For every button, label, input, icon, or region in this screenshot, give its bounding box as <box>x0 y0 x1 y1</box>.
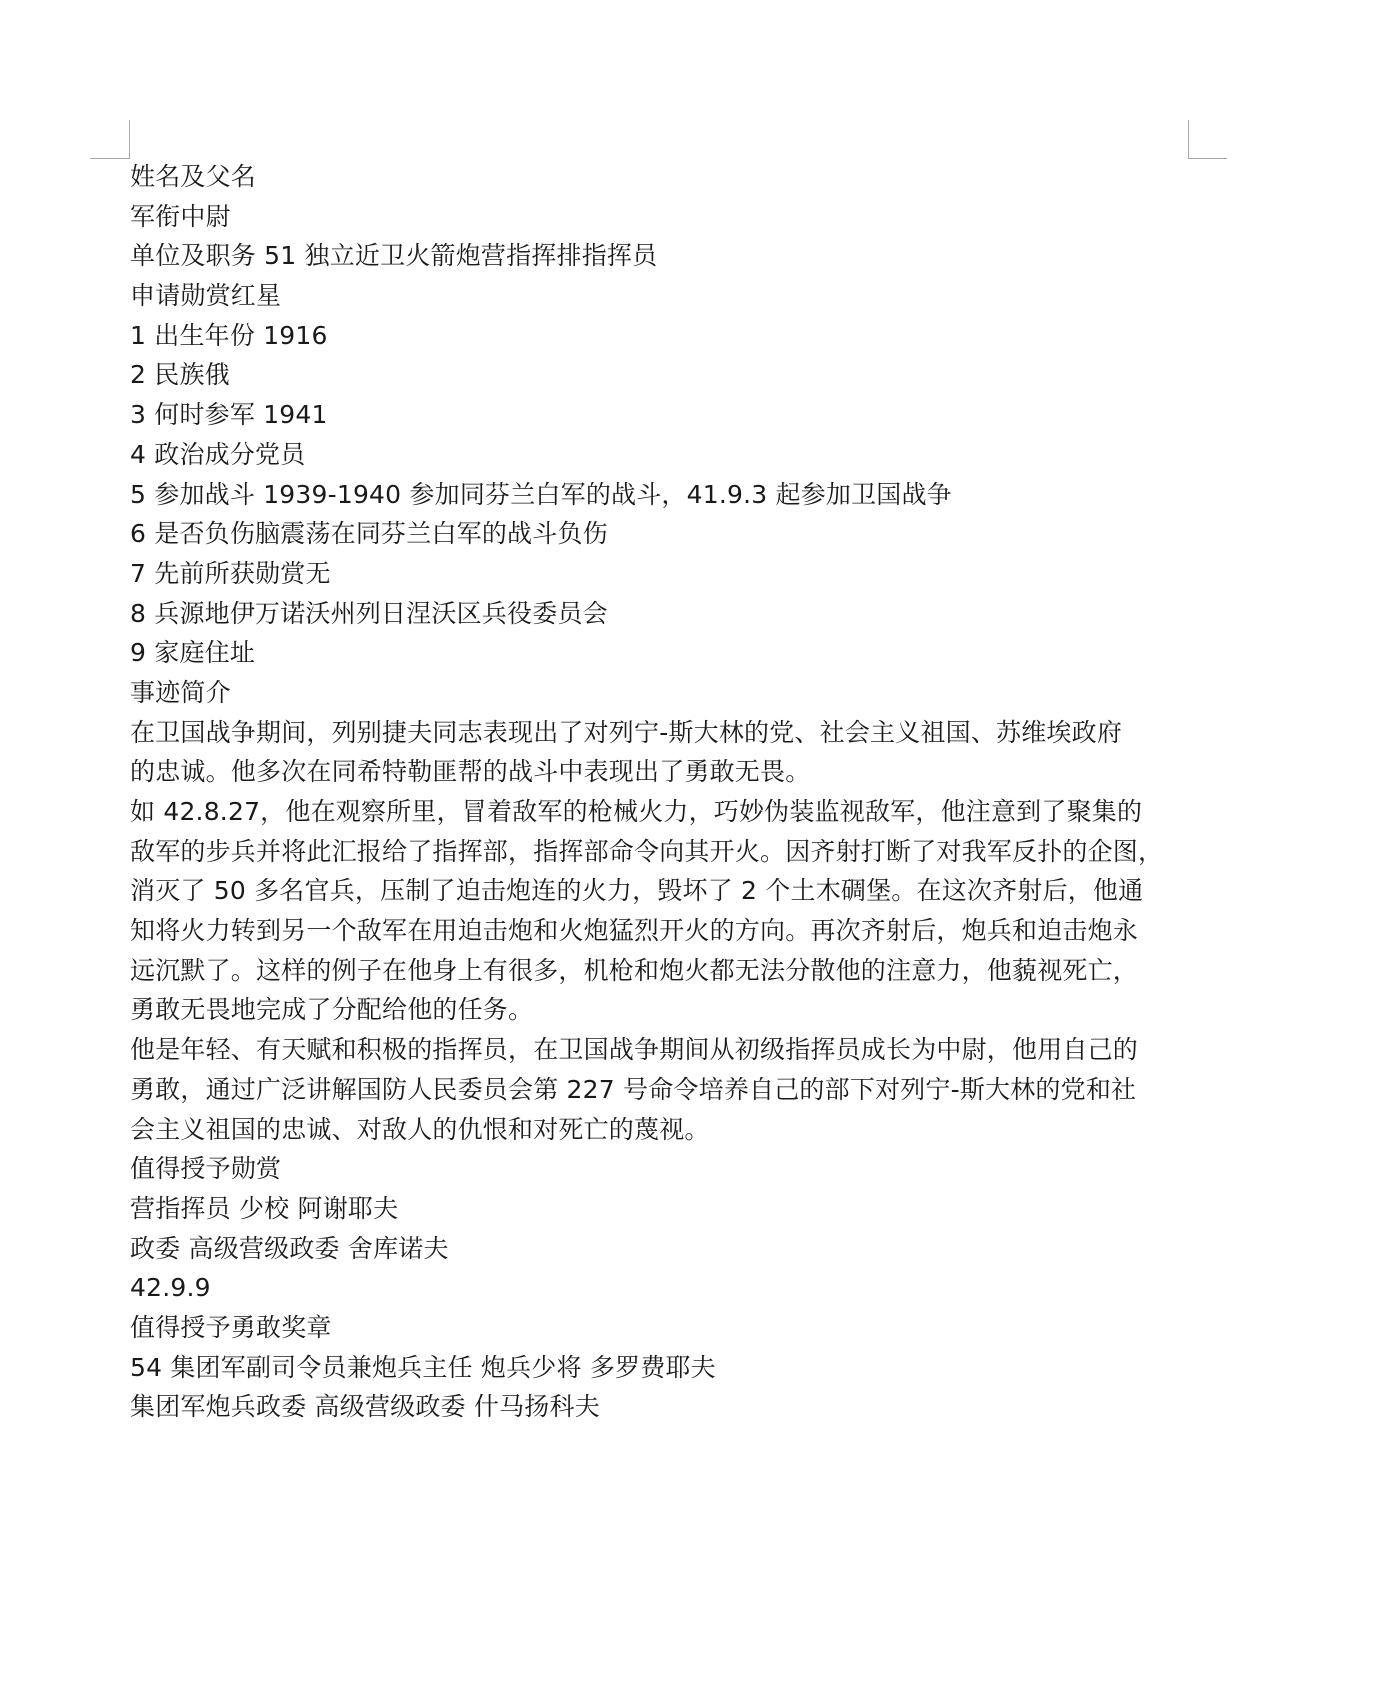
paragraph-line: 在卫国战争期间，列别捷夫同志表现出了对列宁-斯大林的党、社会主义祖国、苏维埃政府 <box>130 717 1123 747</box>
endorsement-worthy-award: 值得授予勋赏 <box>130 1154 282 1184</box>
field-previous-awards: 7 先前所获勋赏无 <box>130 558 331 588</box>
field-name: 姓名及父名 <box>130 162 257 191</box>
paragraph-line: 知将火力转到另一个敌军在用迫击炮和火炮猛烈开火的方向。再次齐射后，炮兵和迫击炮永 <box>130 916 1139 946</box>
field-party: 4 政治成分党员 <box>130 439 306 469</box>
field-home-address: 9 家庭住址 <box>130 638 256 668</box>
endorsement-date: 42.9.9 <box>130 1273 211 1303</box>
paragraph-line: 消灭了 50 多名官兵，压制了迫击炮连的火力，毁坏了 2 个土木碉堡。在这次齐射后，他通 <box>130 876 1144 906</box>
field-unit-position: 单位及职务 51 独立近卫火箭炮营指挥排指挥员 <box>130 241 658 271</box>
paragraph-line: 如 42.8.27，他在观察所里，冒着敌军的枪械火力，巧妙伪装监视敌军，他注意到了聚集的 <box>130 797 1143 826</box>
page-margin-corner-top-right <box>1188 120 1227 159</box>
field-award-requested: 申请勋赏红星 <box>130 281 282 311</box>
paragraph-line: 勇敢，通过广泛讲解国防人民委员会第 227 号命令培养自己的部下对列宁-斯大林的党和社 <box>130 1074 1137 1104</box>
endorsement-bravery-medal: 值得授予勇敢奖章 <box>130 1312 332 1342</box>
field-rank: 军衔中尉 <box>130 201 231 231</box>
summary-paragraph-1 <box>130 713 1190 792</box>
field-wounds: 6 是否负伤脑震荡在同芬兰白军的战斗负伤 <box>130 519 608 549</box>
field-battles: 5 参加战斗 1939-1940 参加同芬兰白军的战斗，41.9.3 起参加卫国战争 <box>130 479 952 509</box>
paragraph-line: 的忠诚。他多次在同希特勒匪帮的战斗中表现出了勇敢无畏。 <box>130 757 811 787</box>
endorsement-battalion-commander: 营指挥员 少校 阿谢耶夫 <box>130 1193 399 1223</box>
paragraph-line: 敌军的步兵并将此汇报给了指挥部，指挥部命令向其开火。因齐射打断了对我军反扑的企图， <box>130 836 1164 866</box>
summary-heading: 事迹简介 <box>130 677 231 707</box>
summary-paragraph-3 <box>130 1030 1190 1149</box>
field-enlisted: 3 何时参军 1941 <box>130 400 328 430</box>
paragraph-line: 会主义祖国的忠诚、对敌人的仇恨和对死亡的蔑视。 <box>130 1114 710 1144</box>
summary-paragraph-2 <box>130 792 1190 1030</box>
field-nationality: 2 民族俄 <box>130 360 230 390</box>
paragraph-line: 勇敢无畏地完成了分配给他的任务。 <box>130 995 534 1025</box>
field-birth-year: 1 出生年份 1916 <box>130 320 328 350</box>
endorsement-commissar: 政委 高级营级政委 舍库诺夫 <box>130 1233 449 1263</box>
endorsement-artillery-commissar: 集团军炮兵政委 高级营级政委 什马扬科夫 <box>130 1392 600 1422</box>
paragraph-line: 远沉默了。这样的例子在他身上有很多，机枪和炮火都无法分散他的注意力，他藐视死亡， <box>130 955 1139 985</box>
document-body <box>130 157 1190 1427</box>
field-draft-office: 8 兵源地伊万诺沃州列日涅沃区兵役委员会 <box>130 598 608 628</box>
paragraph-line: 他是年轻、有天赋和积极的指挥员，在卫国战争期间从初级指挥员成长为中尉，他用自己的 <box>130 1035 1139 1065</box>
page-margin-corner-top-left <box>90 120 130 159</box>
endorsement-deputy-commander: 54 集团军副司令员兼炮兵主任 炮兵少将 多罗费耶夫 <box>130 1352 716 1382</box>
